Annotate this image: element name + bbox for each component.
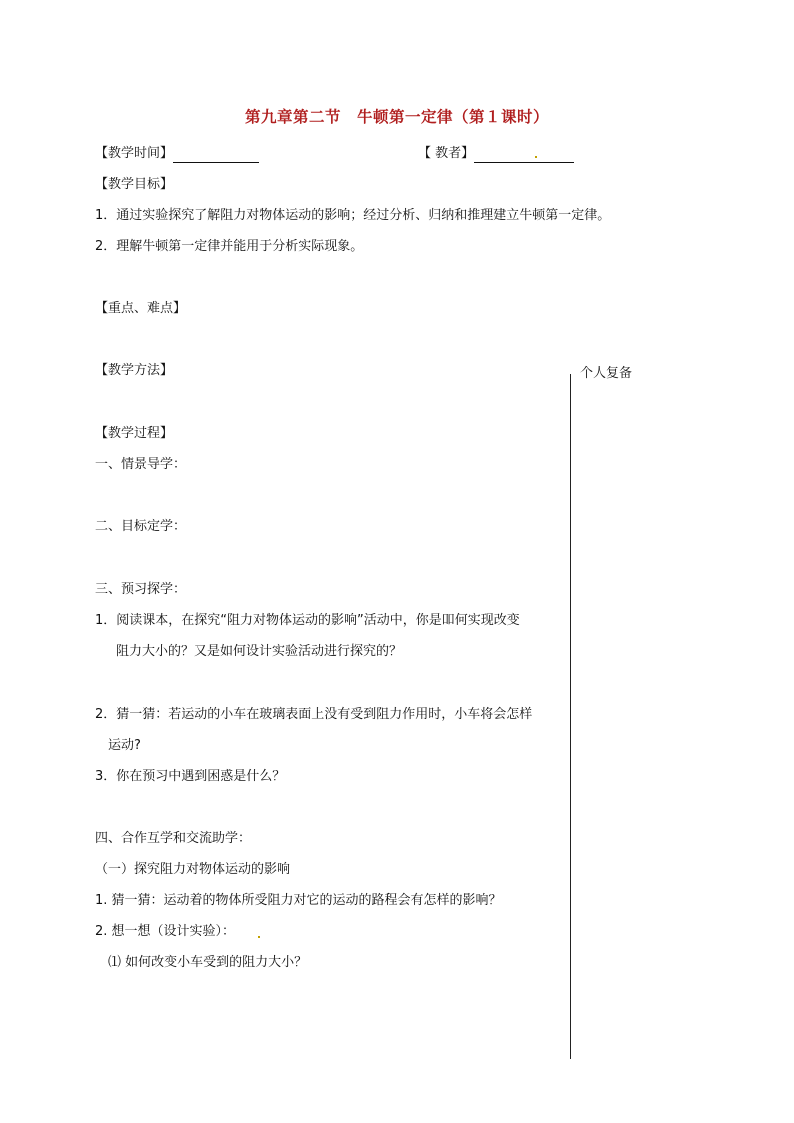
stray-mark — [535, 156, 537, 158]
teaching-time-blank[interactable] — [173, 149, 259, 163]
section-3: 三、预习探学： — [95, 582, 187, 597]
goal-item-1: 1．通过实验探究了解阻力对物体运动的影响；经过分析、归纳和推理建立牛顿第一定律。 — [95, 208, 611, 223]
section-1: 一、情景导学： — [95, 457, 187, 472]
question-1-line-2: 阻力大小的？又是如何设计实验活动进行探究的？ — [116, 644, 403, 659]
document-title: 第九章第二节 牛顿第一定律（第１课时） — [244, 107, 549, 126]
method-heading: 【教学方法】 — [95, 363, 174, 378]
process-heading: 【教学过程】 — [95, 426, 174, 441]
question-2-line-1: 2．猜一猜：若运动的小车在玻璃表面上没有受到阻力作用时，小车将会怎样 — [95, 707, 533, 722]
margin-divider — [570, 374, 571, 1059]
question-1-line-1: 1．阅读课本，在探究“阻力对物体运动的影响”活动中，你是吅何实现改变 — [95, 613, 520, 628]
subsection-1: （一）探究阻力对物体运动的影响 — [95, 862, 291, 877]
section-4: 四、合作互学和交流助学： — [95, 831, 252, 846]
side-note-label: 个人复备 — [580, 366, 633, 381]
teaching-time-row — [95, 145, 259, 163]
goals-heading: 【教学目标】 — [95, 177, 174, 192]
teaching-time-label: 【教学时间】 — [95, 146, 174, 161]
cooperate-item-2-1: ⑴ 如何改变小车受到的阻力大小？ — [108, 955, 308, 970]
question-2-line-2: 运动? — [108, 738, 141, 753]
key-points-heading: 【重点、难点】 — [95, 301, 187, 316]
question-3: 3．你在预习中遇到困惑是什么？ — [95, 769, 286, 784]
author-row — [418, 145, 574, 163]
cooperate-item-1: 1. 猜一猜：运动着的物体所受阻力对它的运动的路程会有怎样的影响？ — [95, 893, 502, 908]
author-blank[interactable] — [474, 149, 574, 163]
goal-item-2: 2．理解牛顿第一定律并能用于分析实际现象。 — [95, 239, 364, 254]
author-label: 【 教者】 — [418, 146, 475, 161]
section-2: 二、目标定学： — [95, 519, 187, 534]
stray-mark-2 — [258, 936, 260, 938]
cooperate-item-2: 2. 想一想（设计实验）： — [95, 924, 236, 939]
